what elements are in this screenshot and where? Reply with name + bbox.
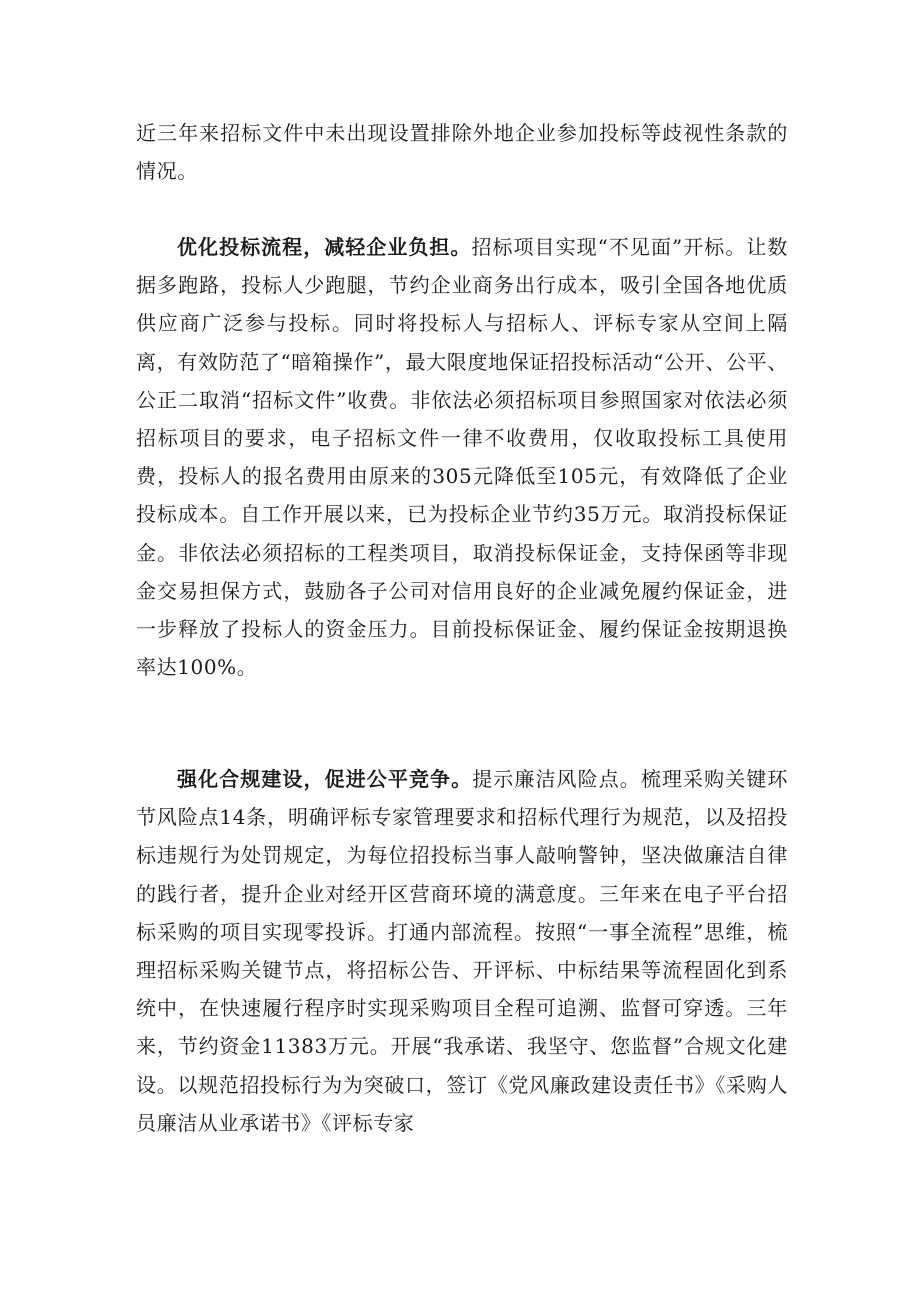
paragraph-compliance: [136, 760, 788, 1142]
paragraph-body: 近三年来招标文件中未出现设置排除外地企业参加投标等歧视性条款的情况。: [136, 121, 788, 184]
paragraph-heading: 优化投标流程，减轻企业负担。: [177, 235, 472, 259]
paragraph-body: 提示廉洁风险点。梳理采购关键环节风险点14条，明确评标专家管理要求和招标代理行为规范，以及招投标违规行为处罚规定，为每位招投标当事人敲响警钟，坚决做廉洁自律的践行者，提升企业对经开区营商环境的满意度。三年来在电子平台招标采购的项目实现零投诉。打通内部流程。按照“一事全流程”思维，梳理招标采购关键节点，将招标公告、开评标、中标结果等流程固化到系统中，在快速履行程序时实现采购项目全程可追溯、监督可穿透。三年来，节约资金11383万元。开展“我承诺、我坚守、您监督”合规文化建设。以规范招投标行为为突破口，签订《党风廉政建设责任书》《采购人员廉洁从业承诺书》《评标专家: [136, 767, 788, 1135]
paragraph-body: 招标项目实现“不见面”开标。让数据多跑路，投标人少跑腿，节约企业商务出行成本，吸引全国各地优质供应商广泛参与投标。同时将投标人与招标人、评标专家从空间上隔离，有效防范了“暗箱操作”，最大限度地保证招投标活动“公开、公平、公正二取消“招标文件”收费。非依法必须招标项目参照国家对依法必须招标项目的要求，电子招标文件一律不收费用，仅收取投标工具使用费，投标人的报名费用由原来的305元降低至105元，有效降低了企业投标成本。自工作开展以来，已为投标企业节约35万元。取消投标保证金。非依法必须招标的工程类项目，取消投标保证金，支持保函等非现金交易担保方式，鼓励各子公司对信用良好的企业减免履约保证金，进一步释放了投标人的资金压力。目前投标保证金、履约保证金按期退换率达100%。: [136, 235, 788, 680]
paragraph-tender-conditions: [136, 114, 788, 190]
paragraph-heading: 强化合规建设，促进公平竞争。: [177, 767, 473, 791]
paragraph-optimize-bidding: [136, 228, 788, 686]
